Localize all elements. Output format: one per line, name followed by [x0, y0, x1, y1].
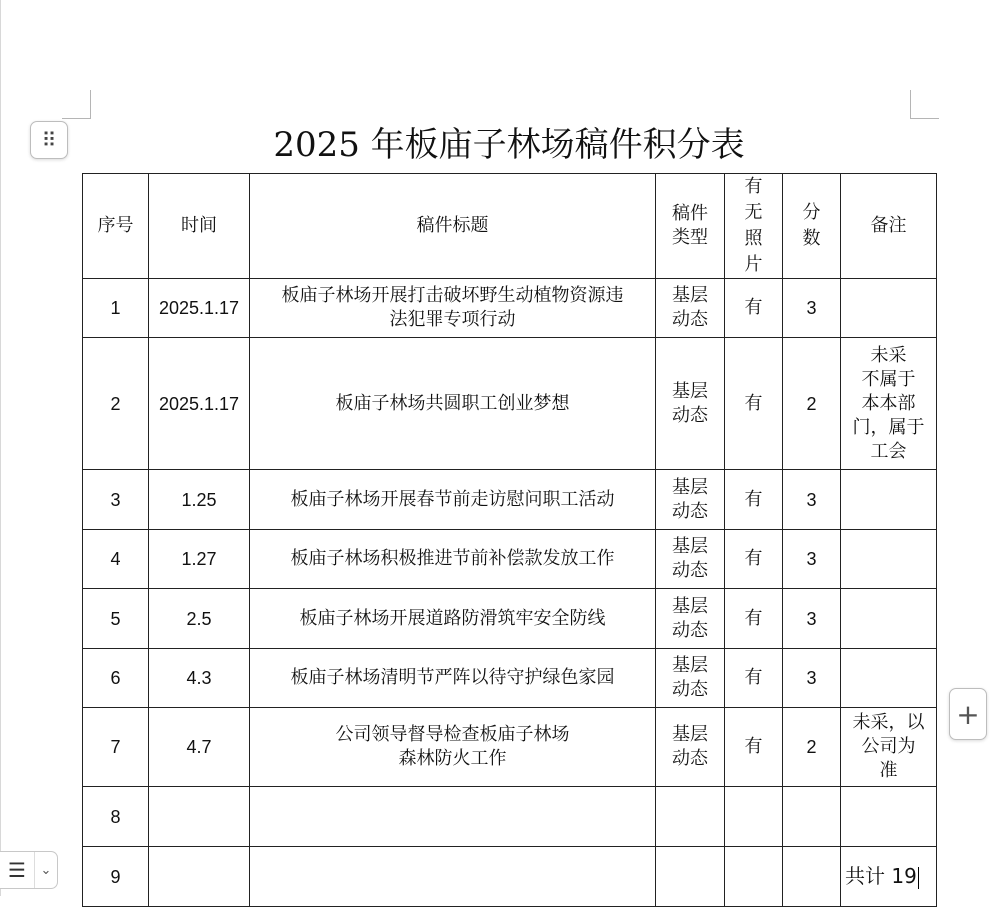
row-seq[interactable]: 5: [83, 589, 149, 649]
row-note[interactable]: [841, 530, 937, 589]
row-note[interactable]: [841, 279, 937, 338]
row-type-label: 基层动态: [672, 724, 708, 769]
crop-mark-top-left: [62, 90, 91, 119]
table-row: [83, 530, 937, 589]
row-note-line: 未采，以: [852, 712, 925, 733]
row-score[interactable]: 3: [783, 279, 841, 338]
row-note[interactable]: [841, 589, 937, 649]
header-note: 备注: [841, 174, 937, 279]
header-title: 稿件标题: [250, 174, 656, 279]
header-photo-label: 有无照片: [744, 176, 763, 275]
header-score: [783, 174, 841, 279]
row-note[interactable]: [841, 649, 937, 708]
paragraph-format-icon[interactable]: ☰: [0, 852, 35, 888]
row-photo[interactable]: 有: [725, 338, 783, 470]
table-row: [83, 279, 937, 338]
row-type[interactable]: [656, 649, 725, 708]
row-photo[interactable]: 有: [725, 649, 783, 708]
row-type-label: 基层动态: [672, 595, 708, 641]
table-row: [83, 708, 937, 787]
row-score[interactable]: [783, 847, 841, 907]
row-title[interactable]: 板庙子林场开展道路防滑筑牢安全防线: [250, 589, 656, 649]
score-table: [82, 173, 937, 907]
header-time: 时间: [149, 174, 250, 279]
row-time[interactable]: 2025.1.17: [149, 338, 250, 470]
row-seq[interactable]: 8: [83, 787, 149, 847]
row-photo[interactable]: [725, 847, 783, 907]
row-type[interactable]: [656, 470, 725, 530]
row-title[interactable]: [250, 787, 656, 847]
header-photo: [725, 174, 783, 279]
row-type[interactable]: [656, 530, 725, 589]
row-title-line2: 森林防火工作: [398, 748, 507, 769]
text-cursor: [918, 867, 919, 889]
table-row: [83, 787, 937, 847]
row-time[interactable]: 1.27: [149, 530, 250, 589]
row-note-line: 公司为: [861, 736, 916, 757]
row-time[interactable]: 1.25: [149, 470, 250, 530]
row-title[interactable]: 板庙子林场积极推进节前补偿款发放工作: [250, 530, 656, 589]
total-text: 共计 19: [845, 864, 917, 889]
row-title-line1: 公司领导督导检查板庙子林场: [335, 724, 570, 745]
row-time[interactable]: 4.7: [149, 708, 250, 787]
row-type[interactable]: [656, 589, 725, 649]
row-note[interactable]: [841, 708, 937, 787]
row-time[interactable]: [149, 847, 250, 907]
row-type[interactable]: [656, 708, 725, 787]
header-seq: 序号: [83, 174, 149, 279]
row-type[interactable]: [656, 787, 725, 847]
row-seq[interactable]: 9: [83, 847, 149, 907]
row-type[interactable]: [656, 847, 725, 907]
row-photo[interactable]: 有: [725, 279, 783, 338]
row-type-label: 基层动态: [672, 476, 708, 522]
header-score-label: 分数: [802, 202, 821, 249]
row-title-line2: 法犯罪专项行动: [389, 309, 516, 330]
row-score[interactable]: 3: [783, 530, 841, 589]
row-seq[interactable]: 1: [83, 279, 149, 338]
row-total-note[interactable]: [841, 847, 937, 907]
row-type[interactable]: [656, 338, 725, 470]
row-seq[interactable]: 6: [83, 649, 149, 708]
row-note-line: 工会: [870, 440, 907, 462]
row-time[interactable]: 4.3: [149, 649, 250, 708]
row-seq[interactable]: 7: [83, 708, 149, 787]
crop-mark-top-right: [910, 90, 939, 119]
row-type[interactable]: [656, 279, 725, 338]
row-time[interactable]: [149, 787, 250, 847]
row-note-line: 准: [879, 760, 898, 781]
row-note-line: 本本部: [861, 392, 916, 414]
header-type: [656, 174, 725, 279]
row-score[interactable]: 2: [783, 708, 841, 787]
row-note[interactable]: [841, 338, 937, 470]
row-type-label: 基层动态: [672, 285, 708, 330]
table-row: [83, 649, 937, 708]
row-seq[interactable]: 2: [83, 338, 149, 470]
document-title: 2025 年板庙子林场稿件积分表: [273, 125, 745, 165]
row-time[interactable]: 2025.1.17: [149, 279, 250, 338]
row-seq[interactable]: 4: [83, 530, 149, 589]
row-title[interactable]: 板庙子林场开展春节前走访慰问职工活动: [250, 470, 656, 530]
row-title[interactable]: [250, 708, 656, 787]
table-row: [83, 847, 937, 907]
table-drag-handle-icon[interactable]: ⠿: [30, 121, 68, 159]
page-edge: [0, 0, 1, 896]
chevron-down-icon[interactable]: ⌄: [40, 862, 52, 878]
add-row-button[interactable]: +: [949, 688, 987, 740]
header-type-label: 稿件类型: [672, 203, 708, 248]
row-photo[interactable]: [725, 787, 783, 847]
row-type-label: 基层动态: [672, 380, 708, 426]
row-photo[interactable]: 有: [725, 589, 783, 649]
row-title-line1: 板庙子林场开展打击破坏野生动植物资源违: [281, 285, 624, 306]
row-note[interactable]: [841, 470, 937, 530]
row-note-line: 门，属于: [852, 416, 925, 438]
row-type-label: 基层动态: [672, 536, 708, 581]
row-score[interactable]: 3: [783, 589, 841, 649]
row-title[interactable]: [250, 847, 656, 907]
row-type-label: 基层动态: [672, 655, 708, 700]
row-note-line: 未采: [870, 344, 907, 366]
row-title[interactable]: 板庙子林场共圆职工创业梦想: [250, 338, 656, 470]
row-seq[interactable]: 3: [83, 470, 149, 530]
row-time[interactable]: 2.5: [149, 589, 250, 649]
floating-toolbar: [0, 851, 58, 889]
row-photo[interactable]: 有: [725, 708, 783, 787]
row-title[interactable]: [250, 279, 656, 338]
row-note[interactable]: [841, 787, 937, 847]
table-row: [83, 338, 937, 470]
row-score[interactable]: 3: [783, 649, 841, 708]
table-header-row: [83, 174, 937, 279]
row-photo[interactable]: 有: [725, 530, 783, 589]
row-score[interactable]: 3: [783, 470, 841, 530]
table-row: [83, 470, 937, 530]
row-score[interactable]: [783, 787, 841, 847]
row-title[interactable]: 板庙子林场清明节严阵以待守护绿色家园: [250, 649, 656, 708]
row-note-line: 不属于: [861, 368, 916, 390]
row-score[interactable]: 2: [783, 338, 841, 470]
table-row: [83, 589, 937, 649]
row-photo[interactable]: 有: [725, 470, 783, 530]
